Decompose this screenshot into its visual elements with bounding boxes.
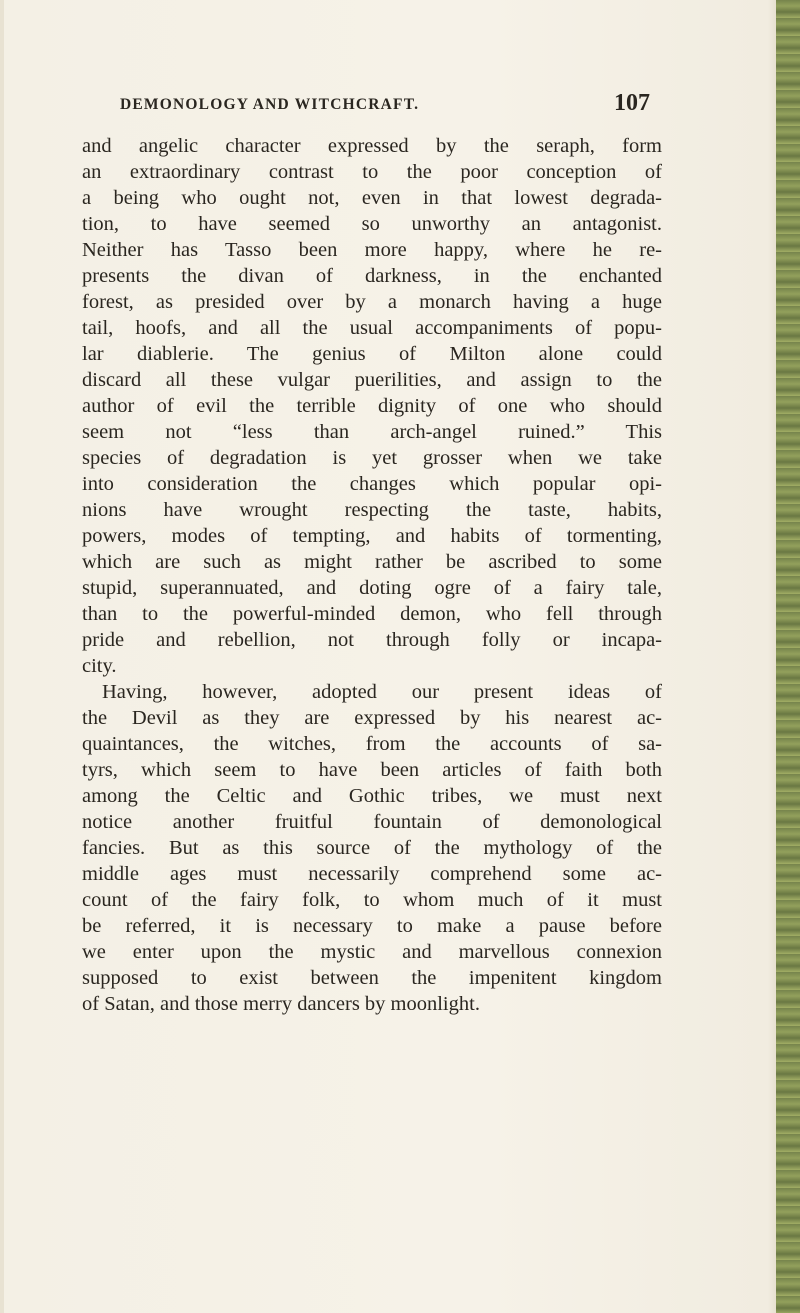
text-line: tion, to have seemed so unworthy an antagonist.	[82, 213, 662, 235]
text-line: be referred, it is necessary to make a pause before	[82, 915, 662, 937]
text-line: city.	[82, 655, 117, 677]
page-gutter-shadow	[0, 0, 4, 1313]
text-line: Neither has Tasso been more happy, where he re-	[82, 239, 662, 261]
text-line: seem not “less than arch-angel ruined.” This	[82, 421, 662, 443]
text-line: Having, however, adopted our present ideas of	[102, 681, 662, 703]
text-line: into consideration the changes which popular opi-	[82, 473, 662, 495]
text-line: middle ages must necessarily comprehend some ac-	[82, 863, 662, 885]
text-line: discard all these vulgar puerilities, and assign to the	[82, 369, 662, 391]
running-head-title: DEMONOLOGY AND WITCHCRAFT.	[120, 96, 420, 113]
text-line: and angelic character expressed by the seraph, form	[82, 135, 662, 157]
text-line: of Satan, and those merry dancers by moonlight.	[82, 993, 480, 1015]
text-line: powers, modes of tempting, and habits of tormenting,	[82, 525, 662, 547]
text-line: pride and rebellion, not through folly or incapa-	[82, 629, 662, 651]
paragraph-2	[82, 679, 662, 1017]
text-line: quaintances, the witches, from the accounts of sa-	[82, 733, 662, 755]
text-line: lar diablerie. The genius of Milton alone could	[82, 343, 662, 365]
text-line: notice another fruitful fountain of demonological	[82, 811, 662, 833]
text-line: supposed to exist between the impenitent kingdom	[82, 967, 662, 989]
text-line: stupid, superannuated, and doting ogre of a fairy tale,	[82, 577, 662, 599]
page-number: 107	[614, 90, 650, 116]
text-line: we enter upon the mystic and marvellous connexion	[82, 941, 662, 963]
text-line: count of the fairy folk, to whom much of it must	[82, 889, 662, 911]
body-text	[82, 133, 662, 1017]
text-line: which are such as might rather be ascribed to some	[82, 551, 662, 573]
paragraph-1	[82, 133, 662, 679]
book-binding-edge	[776, 0, 800, 1313]
text-line: tail, hoofs, and all the usual accompaniments of popu-	[82, 317, 662, 339]
text-line: author of evil the terrible dignity of one who should	[82, 395, 662, 417]
text-line: species of degradation is yet grosser when we take	[82, 447, 662, 469]
text-line: presents the divan of darkness, in the enchanted	[82, 265, 662, 287]
text-line: the Devil as they are expressed by his nearest ac-	[82, 707, 662, 729]
running-head	[120, 90, 660, 120]
text-line: fancies. But as this source of the mythology of the	[82, 837, 662, 859]
text-line: forest, as presided over by a monarch having a huge	[82, 291, 662, 313]
text-line: an extraordinary contrast to the poor conception of	[82, 161, 662, 183]
text-line: among the Celtic and Gothic tribes, we must next	[82, 785, 662, 807]
text-line: than to the powerful-minded demon, who fell through	[82, 603, 662, 625]
text-line: tyrs, which seem to have been articles of faith both	[82, 759, 662, 781]
text-line: a being who ought not, even in that lowest degrada-	[82, 187, 662, 209]
text-line: nions have wrought respecting the taste, habits,	[82, 499, 662, 521]
